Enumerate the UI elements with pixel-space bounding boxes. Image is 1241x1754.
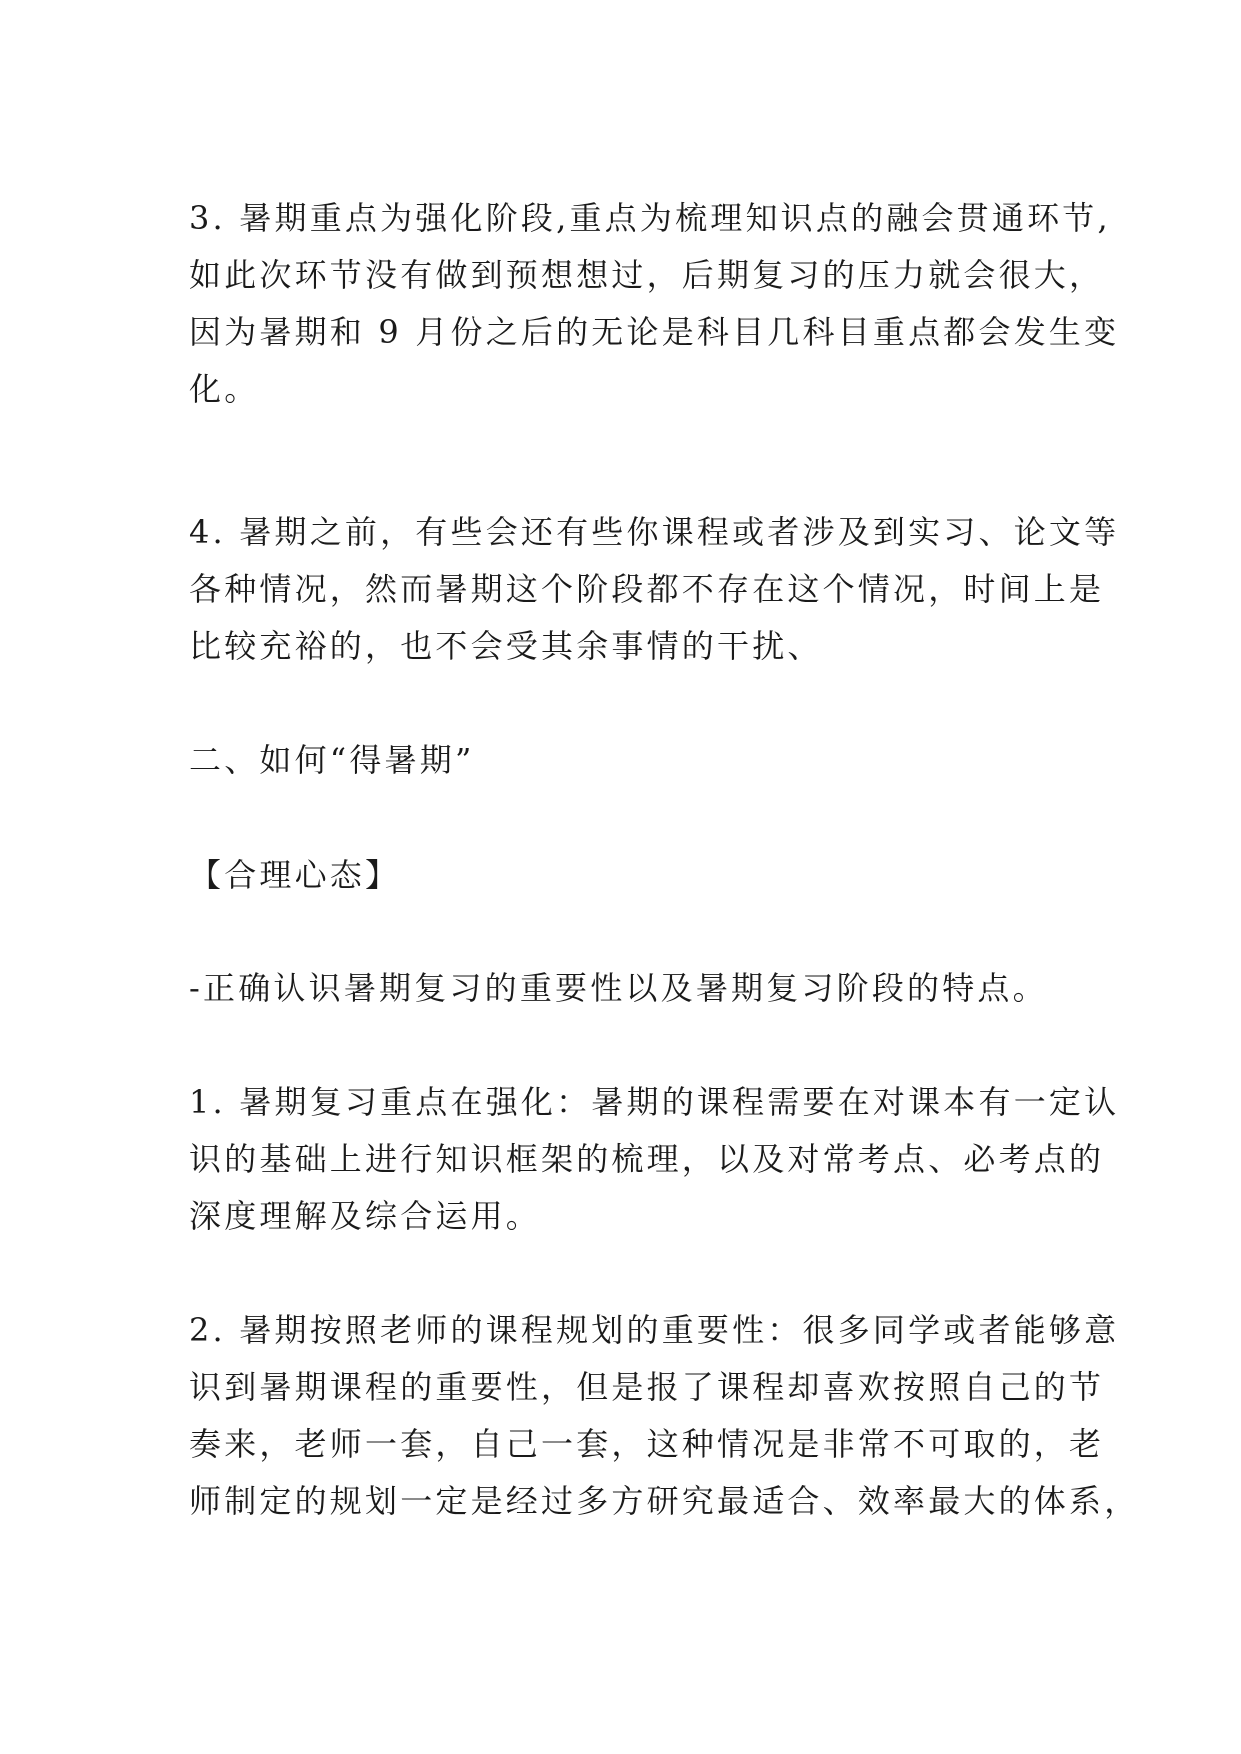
text-line: -正确认识暑期复习的重要性以及暑期复习阶段的特点。 — [189, 969, 1048, 1007]
text-line: 师制定的规划一定是经过多方研究最适合、效率最大的体系， — [189, 1482, 1140, 1520]
text-line: 比较充裕的，也不会受其余事情的干扰、 — [189, 627, 823, 665]
subheading-text: 【合理心态】 — [189, 856, 401, 894]
text-line: 化。 — [189, 370, 260, 408]
text-line: 奏来，老师一套，自己一套，这种情况是非常不可取的，老 — [189, 1425, 1105, 1463]
text-line: 3. 暑期重点为强化阶段,重点为梳理知识点的融会贯通环节, — [189, 199, 1111, 237]
text-line: 各种情况，然而暑期这个阶段都不存在这个情况，时间上是 — [189, 570, 1105, 608]
text-line: 1. 暑期复习重点在强化：暑期的课程需要在对课本有一定认 — [189, 1083, 1120, 1121]
text-line: 2. 暑期按照老师的课程规划的重要性：很多同学或者能够意 — [189, 1311, 1120, 1349]
text-line: 识到暑期课程的重要性，但是报了课程却喜欢按照自己的节 — [189, 1368, 1105, 1406]
heading-text: 二、如何“得暑期” — [189, 741, 475, 779]
text-line: 4. 暑期之前，有些会还有些你课程或者涉及到实习、论文等 — [189, 513, 1120, 551]
text-line: 深度理解及综合运用。 — [189, 1197, 542, 1235]
text-line: 因为暑期和 9 月份之后的无论是科目几科目重点都会发生变 — [189, 313, 1120, 351]
text-line: 识的基础上进行知识框架的梳理，以及对常考点、必考点的 — [189, 1140, 1105, 1178]
text-line: 如此次环节没有做到预想想过，后期复习的压力就会很大， — [189, 256, 1105, 294]
